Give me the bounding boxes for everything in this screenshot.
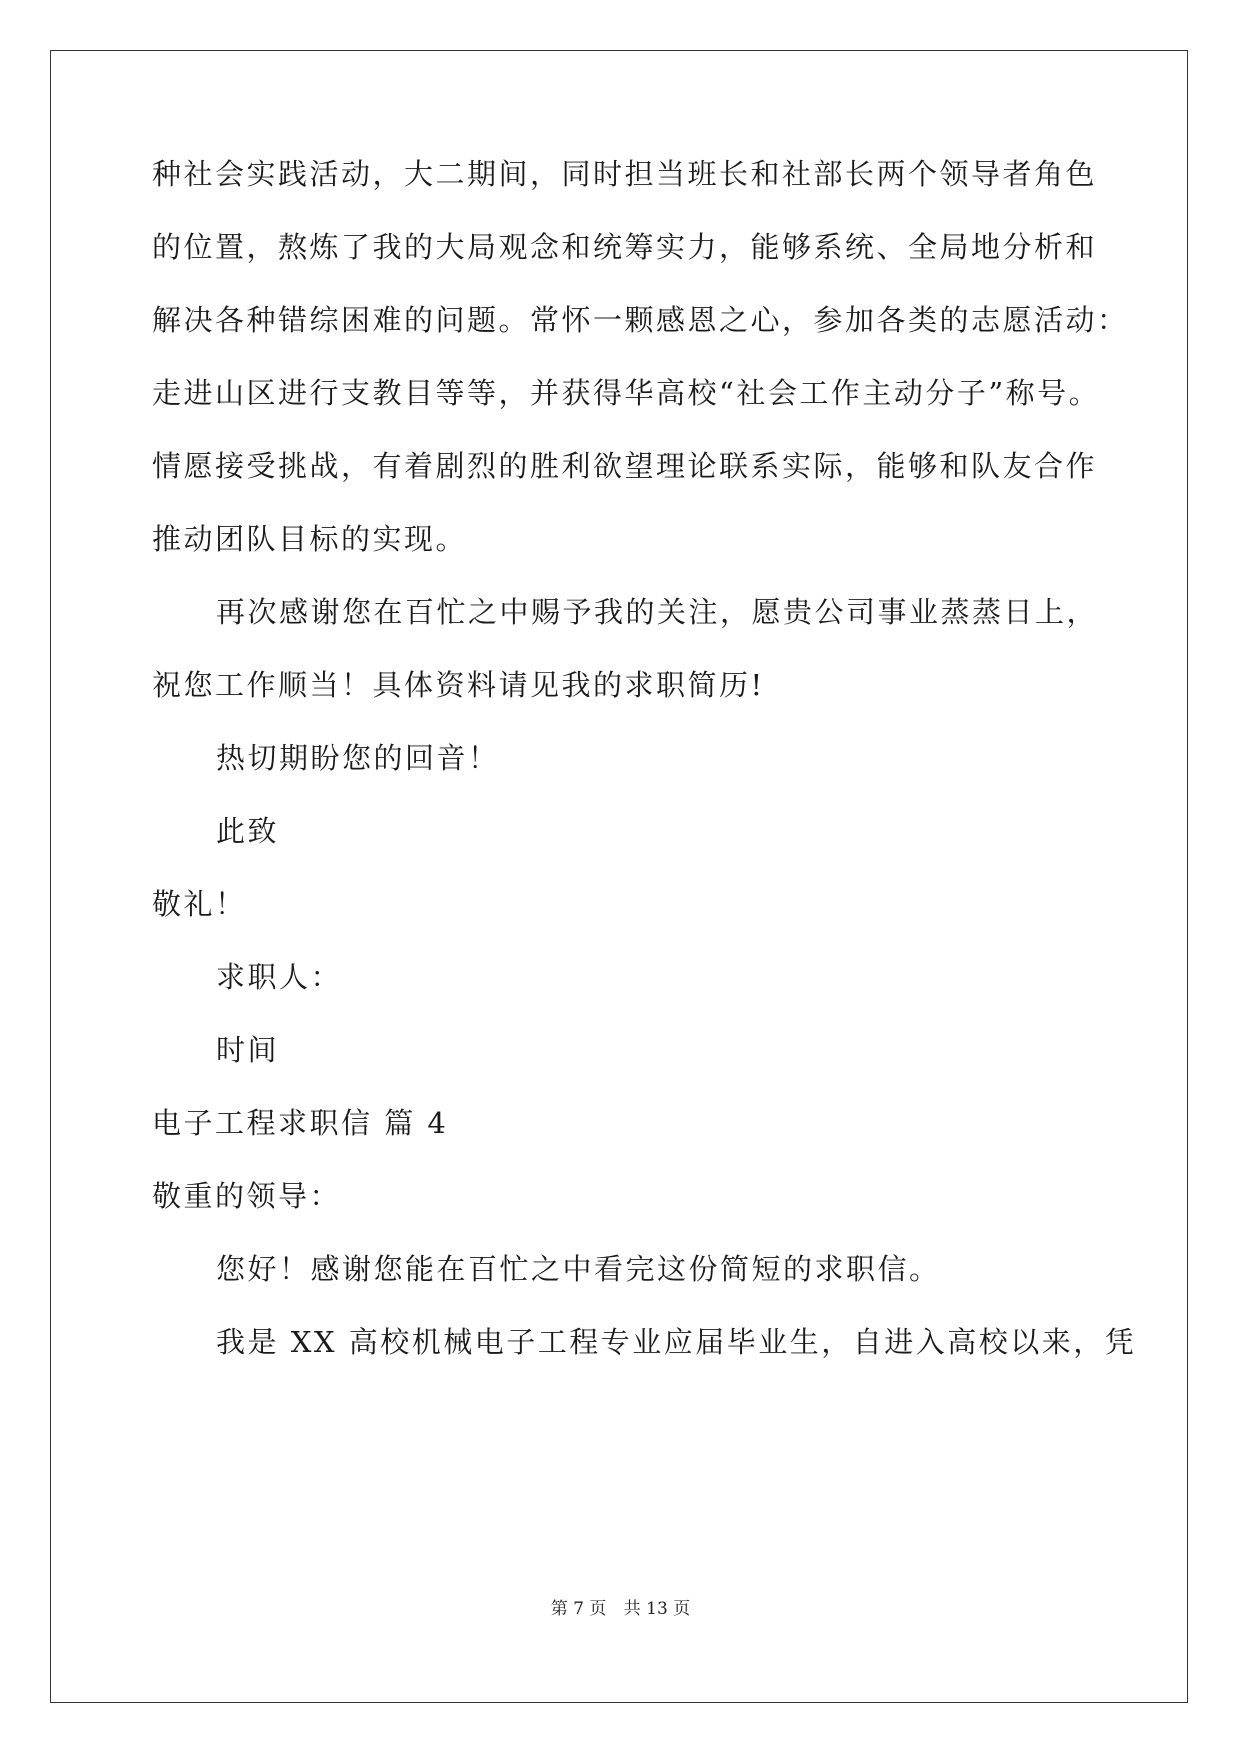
text-line: 再次感谢您在百忙之中赐予我的关注，愿贵公司事业蒸蒸日上， [216,595,1099,629]
text-line: 您好！感谢您能在百忙之中看完这份简短的求职信。 [216,1252,941,1286]
section-heading: 电子工程求职信 篇 4 [152,1106,449,1140]
page-number: 第 7 页 [550,1599,607,1619]
text-line: 的位置，熬炼了我的大局观念和统筹实力，能够系统、全局地分析和 [152,230,1098,264]
text-line: 走进山区进行支教目等等，并获得华高校“社会工作主动分子”称号。 [152,376,1101,410]
text-line: 敬礼！ [152,887,247,921]
text-line: 时间 [216,1033,280,1067]
text-line: 祝您工作顺当！具体资料请见我的求职简历! [152,668,765,702]
text-line: 情愿接受挑战，有着剧烈的胜利欲望理论联系实际，能够和队友合作 [152,449,1098,483]
salutation: 敬重的领导： [152,1179,342,1213]
page-border [50,50,1188,1703]
page-footer [0,1597,1241,1621]
text-line: 此致 [216,814,280,848]
text-line: 解决各种错综困难的问题。常怀一颗感恩之心，参加各类的志愿活动： [152,303,1129,337]
page-total: 共 13 页 [623,1599,691,1619]
text-line: 求职人： [216,960,343,994]
text-line: 热切期盼您的回音！ [216,741,500,775]
text-line: 种社会实践活动，大二期间，同时担当班长和社部长两个领导者角色 [152,157,1098,191]
text-line: 推动团队目标的实现。 [152,522,468,556]
text-line: 我是 XX 高校机械电子工程专业应届毕业生，自进入高校以来，凭 [216,1325,1137,1359]
